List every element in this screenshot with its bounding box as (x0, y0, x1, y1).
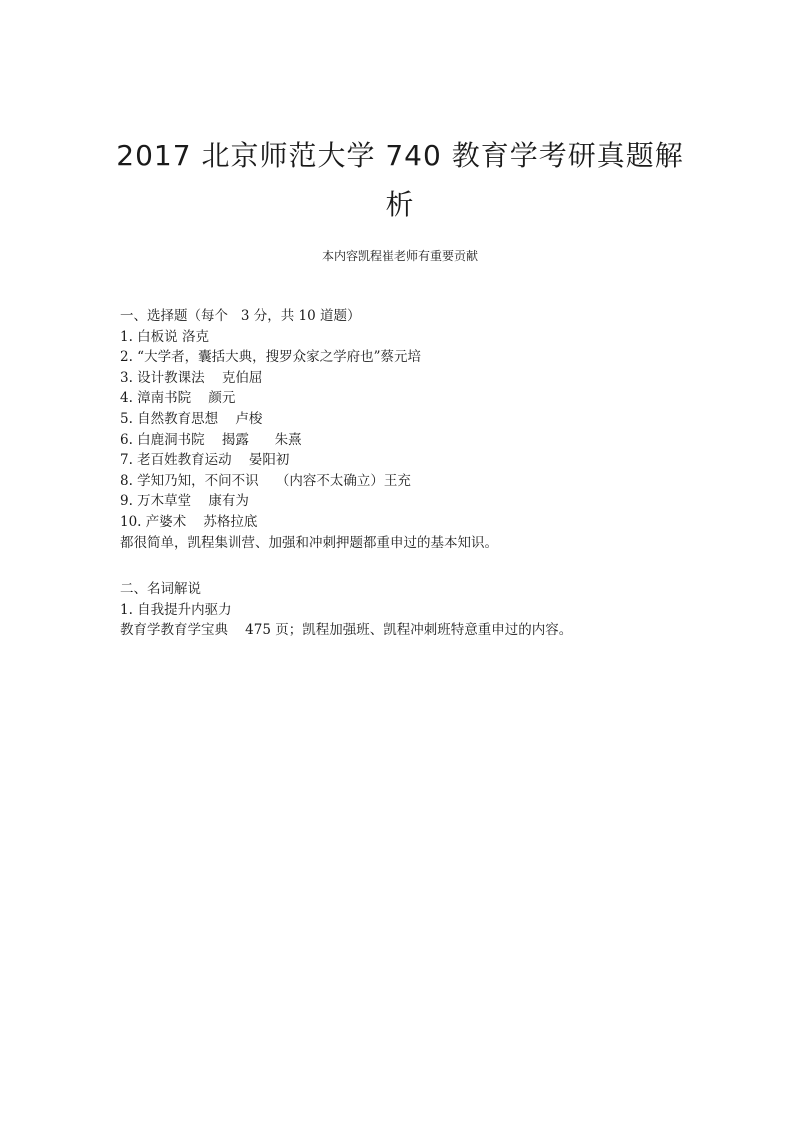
list-item: 6. 白鹿洞书院 揭露 朱熹 (120, 431, 302, 448)
section-term-explanation (120, 579, 720, 641)
list-item: 1. 自我提升内驱力 (120, 601, 232, 618)
list-item: 4. 漳南书院 颜元 (120, 390, 236, 407)
list-item: 2. “大学者，囊括大典，搜罗众家之学府也”蔡元培 (120, 349, 421, 366)
section-multiple-choice (120, 306, 720, 553)
document-title (0, 133, 800, 228)
list-item: 5. 自然教育思想 卢梭 (120, 410, 263, 427)
list-item: 1. 白板说 洛克 (120, 328, 209, 345)
section-heading: 一、选择题（每个 3 分，共 10 道题） (120, 308, 361, 324)
title-line-1: 2017 北京师范大学 740 教育学考研真题解 (116, 139, 684, 172)
section-note: 都很简单，凯程集训营、加强和冲刺押题都重申过的基本知识。 (120, 534, 498, 551)
section-note: 教育学教育学宝典 475 页；凯程加强班、凯程冲刺班特意重申过的内容。 (120, 622, 573, 639)
list-item: 10. 产婆术 苏格拉底 (120, 513, 258, 530)
list-item: 7. 老百姓教育运动 晏阳初 (120, 452, 290, 469)
list-item: 8. 学知乃知，不问不识 （内容不太确立）王充 (120, 472, 411, 489)
document-subtitle: 本内容凯程崔老师有重要贡献 (321, 249, 478, 263)
section-heading: 二、名词解说 (120, 581, 201, 597)
title-line-2: 析 (385, 188, 415, 221)
list-item: 9. 万木草堂 康有为 (120, 493, 249, 510)
list-item: 3. 设计教课法 克伯屈 (120, 369, 263, 386)
